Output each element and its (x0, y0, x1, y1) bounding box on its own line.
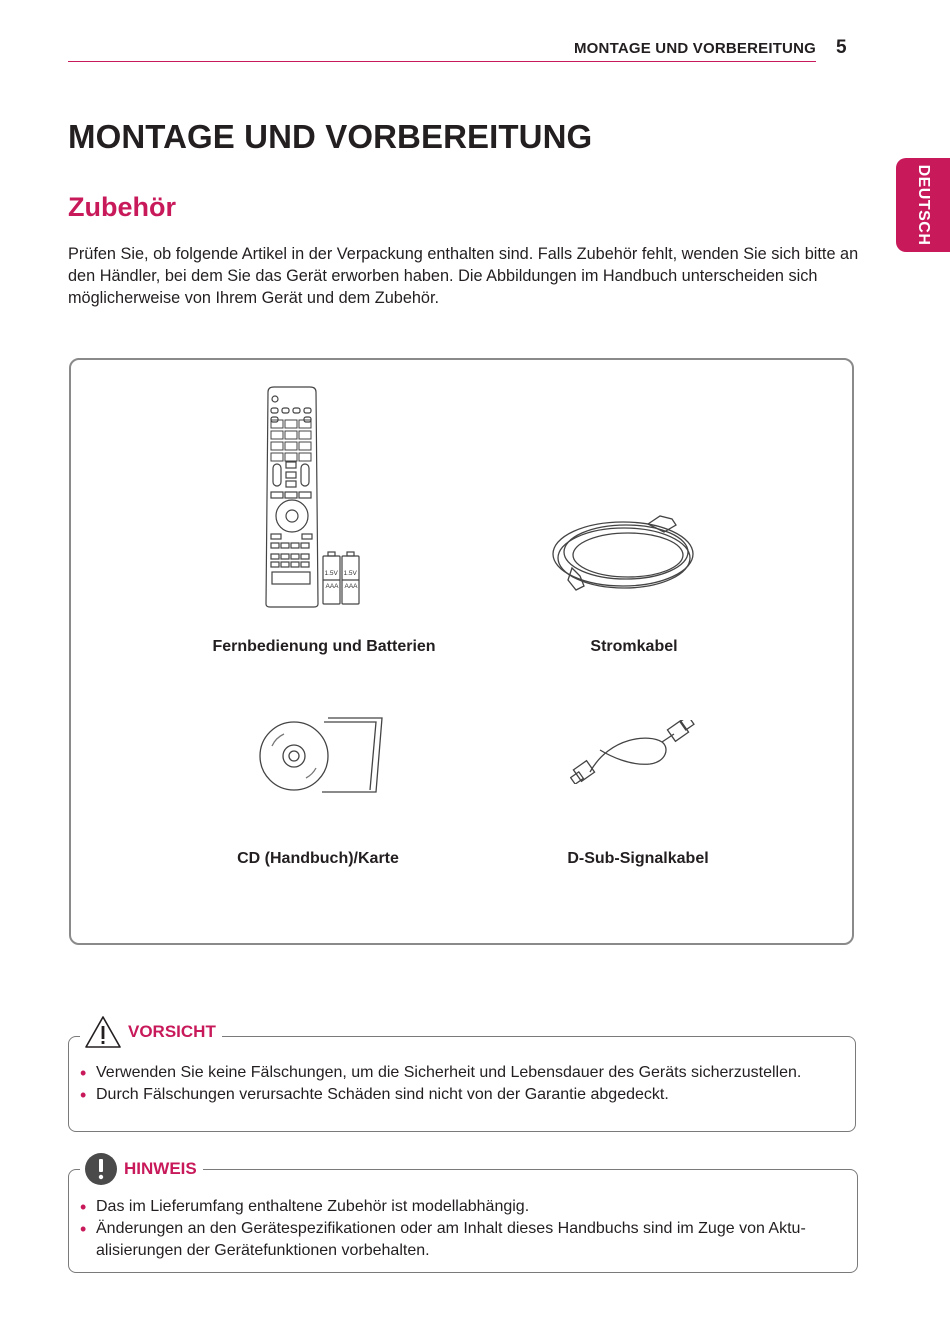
battery-type-label: AAA (325, 583, 339, 590)
header-rule (68, 61, 816, 62)
section-title: Zubehör (68, 192, 176, 222)
warning-triangle-icon (84, 1015, 122, 1049)
accessory-caption-dsub: D-Sub-Signalkabel (567, 850, 709, 867)
note-item: • Änderungen an den Gerätespezifikationen oder am Inhalt dieses Handbuchs sind im Zuge von Aktu-alisierungen der Gerätefunktionen vorbehalten. (70, 1218, 840, 1262)
remote-control-icon (262, 386, 372, 608)
intro-paragraph: Prüfen Sie, ob folgende Artikel in der Verpackung enthalten sind. Falls Zubehör fehlt, wenden Sie sich bitte an den Händler, bei dem Sie das Gerät erworben haben. Die Abbildungen im Handbuch unterscheiden sich möglicherweise von Ihrem Gerät und dem Zubehör. (68, 245, 859, 307)
note-item: • Das im Lieferumfang enthaltene Zubehör ist modellabhängig. (70, 1196, 840, 1218)
note-list (70, 1196, 840, 1262)
caution-item: • Verwenden Sie keine Fälschungen, um die Sicherheit und Lebensdauer des Geräts sicherzustellen. (70, 1062, 850, 1084)
language-tab (896, 158, 950, 252)
note-header (80, 1150, 203, 1188)
page-title: MONTAGE UND VORBEREITUNG (68, 118, 593, 155)
language-tab-label: DEUTSCH (915, 164, 932, 246)
power-cable-icon (548, 510, 708, 594)
note-label: HINWEIS (124, 1159, 197, 1178)
caution-label: VORSICHT (128, 1022, 216, 1041)
battery-type-label: AAA (344, 583, 358, 590)
page-number: 5 (836, 37, 847, 58)
accessory-caption-power-cable: Stromkabel (590, 638, 678, 655)
exclamation-circle-icon (84, 1152, 118, 1186)
battery-voltage-label: 1.5V (343, 570, 357, 577)
battery-voltage-label: 1.5V (324, 570, 338, 577)
caution-list (70, 1062, 850, 1106)
cd-card-icon (258, 712, 388, 796)
caution-item: • Durch Fälschungen verursachte Schäden sind nicht von der Garantie abgedeckt. (70, 1084, 850, 1106)
accessory-caption-cd: CD (Handbuch)/Karte (237, 850, 399, 867)
dsub-cable-icon (570, 720, 700, 784)
running-header-title: MONTAGE UND VORBEREITUNG (573, 40, 816, 57)
caution-header (80, 1012, 222, 1052)
accessory-caption-remote: Fernbedienung und Batterien (212, 638, 436, 655)
